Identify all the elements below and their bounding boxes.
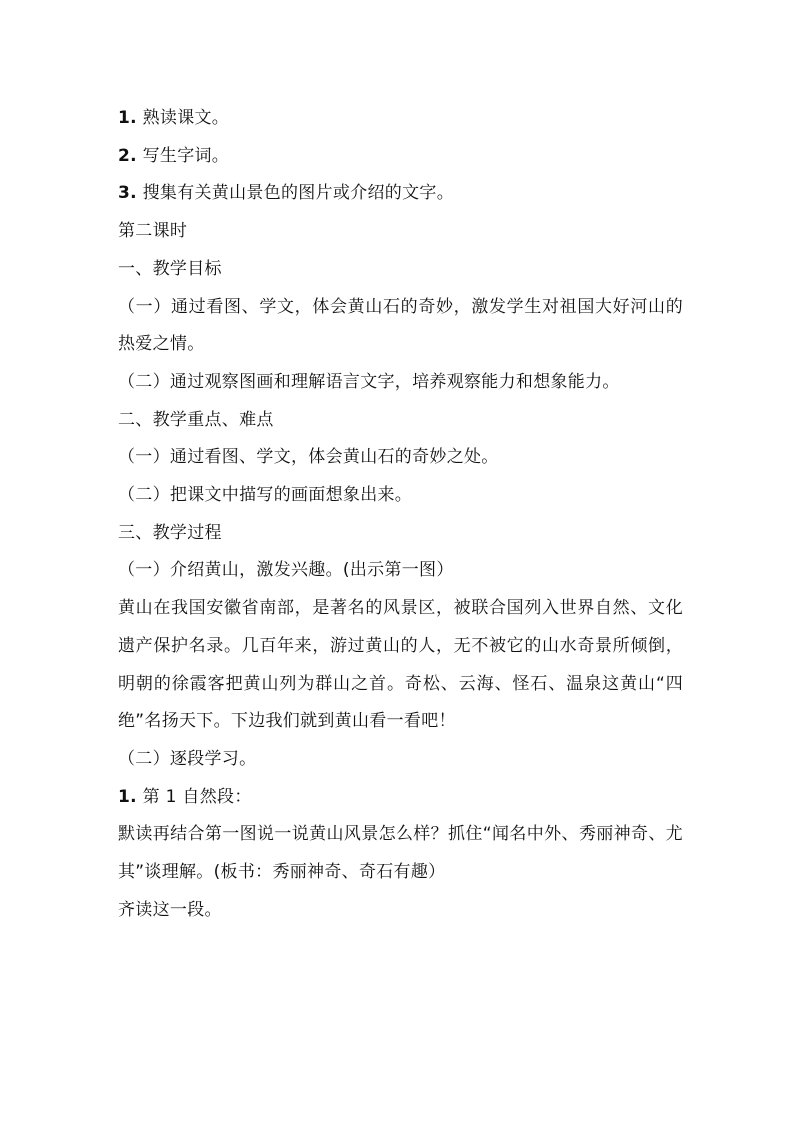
key-point-paragraph-2: （二）把课文中描写的画面想象出来。 <box>118 485 413 506</box>
heading-key-points: 二、教学重点、难点 <box>118 409 274 430</box>
item-text: 第 1 自然段： <box>142 786 252 807</box>
process-intro-heading: （一）介绍黄山，激发兴趣。(出示第一图） <box>118 560 454 581</box>
silent-reading-paragraph: 默读再结合第一图说一说黄山风景怎么样？抓住“闻名中外、秀丽神奇、尤其”谈理解。(板书：秀丽神奇、奇石有趣） <box>118 824 683 883</box>
document-body <box>118 100 683 929</box>
item-text: 搜集有关黄山景色的图片或介绍的文字。 <box>142 183 455 204</box>
section-heading-second-lesson: 第二课时 <box>118 221 188 242</box>
read-together-paragraph: 齐读这一段。 <box>118 899 222 920</box>
list-item-paragraph-one <box>118 779 683 817</box>
huangshan-intro-paragraph: 黄山在我国安徽省南部，是著名的风景区，被联合国列入世界自然、文化遗产保护名录。几百年来，游过黄山的人，无不被它的山水奇景所倾倒，明朝的徐霞客把黄山列为群山之首。奇松、云海、怪石、温泉这黄山“四绝”名扬天下。下边我们就到黄山看一看吧！ <box>118 598 683 732</box>
item-number: 1. <box>118 786 137 807</box>
list-item-read-text <box>118 100 683 138</box>
key-point-paragraph-1: （一）通过看图、学文，体会黄山石的奇妙之处。 <box>118 447 499 468</box>
item-number: 2. <box>118 145 137 166</box>
goal-paragraph-1: （一）通过看图、学文，体会黄山石的奇妙，激发学生对祖国大好河山的热爱之情。 <box>118 296 683 355</box>
item-text: 熟读课文。 <box>142 108 230 128</box>
list-item-collect-pictures <box>118 175 683 213</box>
heading-teaching-goals: 一、教学目标 <box>118 258 222 279</box>
list-item-write-words <box>118 138 683 176</box>
process-study-heading: （二）逐段学习。 <box>118 748 257 769</box>
heading-teaching-process: 三、教学过程 <box>118 522 222 543</box>
goal-paragraph-2: （二）通过观察图画和理解语言文字，培养观察能力和想象能力。 <box>118 371 620 392</box>
item-number: 3. <box>118 183 137 204</box>
item-number: 1. <box>118 108 137 128</box>
item-text: 写生字词。 <box>142 145 230 166</box>
